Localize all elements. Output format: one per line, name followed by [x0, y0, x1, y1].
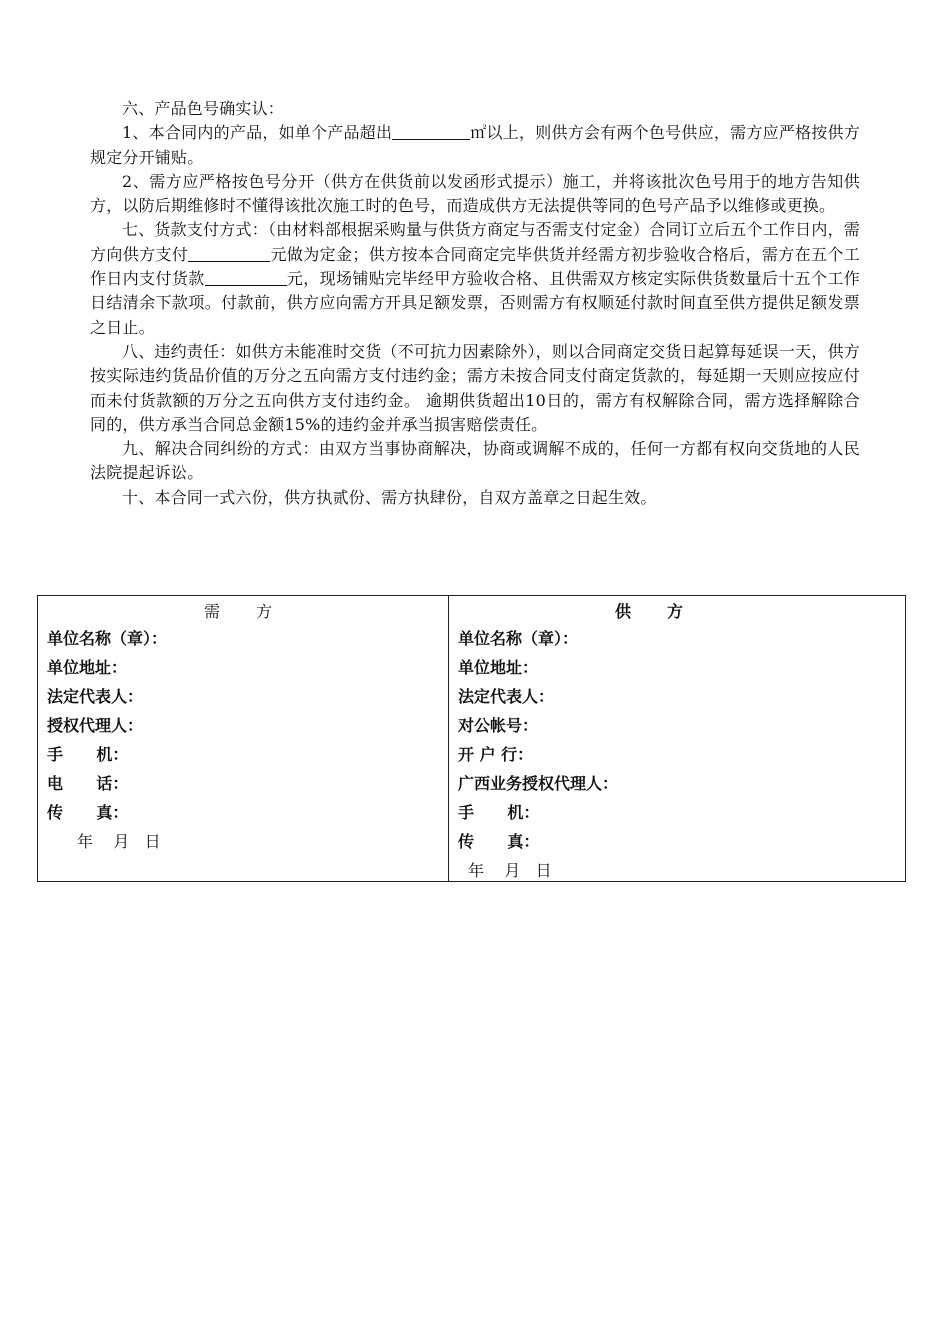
- clause-8: 八、违约责任：如供方未能准时交货（不可抗力因素除外），则以合同商定交货日起算每延误一天，供方按实际违约货品价值的万分之五向需方支付违约金；需方未按合同支付商定货款的，每延期一天则应按应付而未付货款额的万分之五向供方支付违约金。 逾期供货超出10日的，需方有权解除合同，需方选择解除合同的，供方承当合同总金额15%的违约金并承当损害赔偿责任。: [90, 341, 860, 434]
- clause-7: [90, 218, 860, 339]
- table-divider: [448, 596, 449, 881]
- clause-7-text-a: 七、货款支付方式：（由材料部根据采购量与供货方商定与否需支付定金）合同订立后五个工作日内，需方向供方支付: [90, 220, 860, 264]
- buyer-legal-rep: 法定代表人：: [47, 687, 144, 706]
- supplier-account: 对公帐号：: [458, 716, 539, 735]
- clause-9: 九、解决合同纠纷的方式：由双方当事协商解决，协商或调解不成的，任何一方都有权向交货地的人民法院提起诉讼。: [90, 439, 860, 483]
- buyer-column: [47, 596, 442, 856]
- supplier-date: 年 月 日: [468, 861, 552, 880]
- clause-10: 十、本合同一式六份，供方执贰份、需方执肆份，自双方盖章之日起生效。: [122, 487, 657, 507]
- supplier-unit-name: 单位名称（章）：: [458, 629, 579, 648]
- supplier-heading: 供方: [614, 602, 719, 621]
- clause-7-text-b: 元做为定金；供方按本合同商定完毕供货并经需方初步验收合格后，需方在五个工作日内支付货款: [90, 244, 861, 289]
- clause-6-2: 2、需方应严格按色号分开（供方在供货前以发函形式提示）施工，并将该批次色号用于的地方告知供方，以防后期维修时不懂得该批次施工时的色号，而造成供方无法提供等同的色号产品予以维修或更换。: [90, 171, 860, 216]
- buyer-unit-name: 单位名称（章）：: [47, 629, 168, 648]
- fill-blank-payment[interactable]: [205, 269, 287, 286]
- fill-blank-area[interactable]: [392, 123, 470, 140]
- clause-6-1-text-b: ㎡以上，则供方会有两个色号供应，需方应严格按供方规定分开铺贴。: [90, 123, 860, 167]
- fill-blank-deposit[interactable]: [188, 245, 270, 262]
- clause-6-1-text-a: 1、本合同内的产品，如单个产品超出: [122, 123, 393, 143]
- clause-6-title: 六、产品色号确实认：: [122, 99, 285, 118]
- buyer-heading: 需方: [203, 602, 308, 621]
- supplier-guangxi-agent: 广西业务授权代理人：: [458, 774, 619, 793]
- signature-table: [37, 595, 906, 882]
- supplier-bank: 开 户 行：: [458, 745, 534, 764]
- supplier-fax: 传 真：: [458, 832, 540, 851]
- supplier-legal-rep: 法定代表人：: [458, 687, 555, 706]
- buyer-date: 年 月 日: [77, 832, 161, 851]
- clause-7-text-c: 元，现场铺贴完毕经甲方验收合格、且供需双方核定实际供货数量后十五个工作日结清余下款项。付款前，供方应向需方开具足额发票，否则需方有权顺延付款时间直至供方提供足额发票之日止。: [90, 269, 860, 337]
- contract-clauses: [90, 97, 860, 510]
- clause-6-1: [90, 121, 860, 170]
- supplier-address: 单位地址：: [458, 658, 539, 677]
- supplier-mobile: 手 机：: [458, 803, 540, 822]
- supplier-column: [458, 596, 898, 885]
- buyer-fax: 传 真：: [47, 803, 129, 822]
- buyer-authorized-agent: 授权代理人：: [47, 716, 144, 735]
- buyer-address: 单位地址：: [47, 658, 128, 677]
- buyer-mobile: 手 机：: [47, 745, 129, 764]
- buyer-phone: 电 话：: [47, 774, 129, 793]
